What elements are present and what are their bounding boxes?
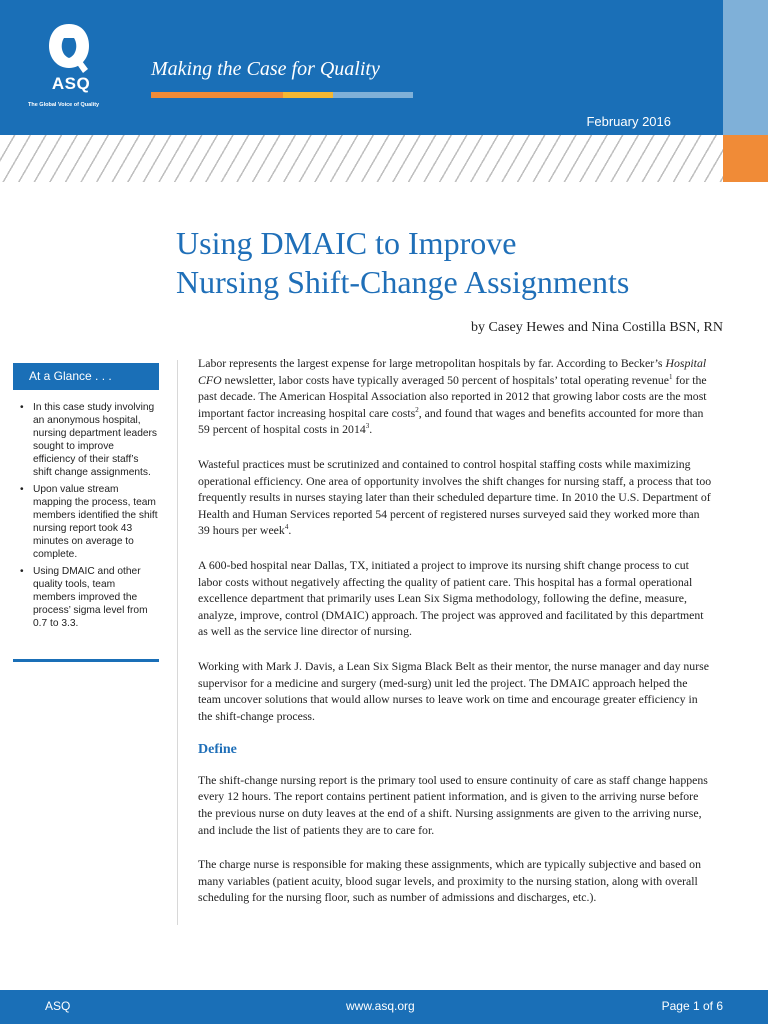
article-title: [176, 224, 736, 302]
paragraph: Labor represents the largest expense for large metropolitan hospitals by far. According to Becker’s Hospital CFO newsletter, labor costs have typically averaged 50 percent of hospitals’ total operating revenue$^1$ for the past decade. The American Hospital Association also reported in 2012 that growing labor costs are the most important factor increasing hospital care costs$^2$, and found that wages and benefits accounted for more than 59 percent of hospital costs in 2014$^3$.: [198, 356, 707, 437]
paragraph: The charge nurse is responsible for making these assignments, which are typically subjective and based on many variables (patient acuity, blood sugar levels, and proximity to the nursing station, along with overall scheduling for the nursing floor, such as number of admissions and discharges, etc.).: [198, 857, 701, 905]
paragraph: Wasteful practices must be scrutinized and contained to control hospital staffing costs while maximizing operational efficiency. One area of opportunity involves the shift changes for nursing staff, a process that too frequently results in nurses staying later than their scheduled departure time. In 2010 the U.S. Department of Health and Human Services reported 54 percent of registered nurses surveyed said they worked more than 39 hours per week$^4$.: [198, 456, 712, 538]
header-banner: [0, 0, 723, 135]
list-item: • Upon value stream mapping the process, team members identified the shift nursing report took 43 minutes on average to complete.: [13, 483, 159, 561]
list-item: • Using DMAIC and other quality tools, team members improved the process’ sigma level from 0.7 to 3.3.: [13, 565, 159, 630]
at-a-glance-heading: At a Glance . . .: [13, 363, 159, 390]
logo-tagline: The Global Voice of Quality: [28, 102, 100, 108]
footer-bar: [0, 990, 768, 1024]
sidebar-rule: [13, 659, 159, 662]
series-tagline: Making the Case for Quality: [151, 58, 380, 80]
list-item: • In this case study involving an anonymous hospital, nursing department leaders sought to improve efficiency of their staff’s shift change assignments.: [13, 401, 159, 479]
asq-logo: [28, 22, 133, 122]
footer-website-link[interactable]: www.asq.org: [346, 999, 415, 1013]
column-divider: [177, 360, 178, 925]
hatch-band: [0, 135, 723, 182]
paragraph: A 600-bed hospital near Dallas, TX, initiated a project to improve its nursing shift change process to cut labor costs without negatively affecting the quality of patient care. This hospital has a formal operational excellence department that primarily uses Lean Six Sigma methodology, following the define, measure, analyze, improve, control (DMAIC) approach. The project was approved and facilitated by this department as well as the service line director of nursing.: [198, 557, 704, 639]
logo-text: ASQ: [51, 74, 91, 93]
publication-date: February 2016: [586, 114, 671, 129]
paragraph: Working with Mark J. Davis, a Lean Six Sigma Black Belt as their mentor, the nurse manager and day nurse supervisor for a medicine and surgery (med-surg) unit led the project. The DMAIC approach helped the team uncover solutions that would allow nurses to leave work on time and encourage greater efficiency in the shift-change process.: [198, 658, 709, 723]
page-number: Page 1 of 6: [661, 999, 723, 1013]
section-heading-define: Define: [198, 742, 237, 758]
paragraph: The shift-change nursing report is the primary tool used to ensure continuity of care as staff change happens every 12 hours. The report contains pertinent patient information, and is given to the arriving nurse before the previous nurse on duty leaves at the end of a shift. Nursing assignments are given to the arriving nurse, and include the list of patients they are to care for.: [198, 772, 708, 837]
tagline-bar-yellow: [283, 92, 333, 98]
asq-logo-mark-icon: [46, 22, 92, 74]
accent-strip-orange: [723, 135, 768, 182]
tagline-bar-orange: [151, 92, 283, 98]
byline: by Casey Hewes and Nina Costilla BSN, RN: [471, 320, 723, 335]
at-a-glance-list: [13, 401, 159, 634]
footer-org: ASQ: [45, 999, 71, 1013]
article-body: [198, 355, 713, 924]
tagline-bar-lightblue: [333, 92, 413, 98]
title-line-2: Nursing Shift-Change Assignments: [176, 264, 630, 300]
title-line-1: Using DMAIC to Improve: [176, 225, 517, 261]
accent-strip-blue: [723, 0, 768, 135]
